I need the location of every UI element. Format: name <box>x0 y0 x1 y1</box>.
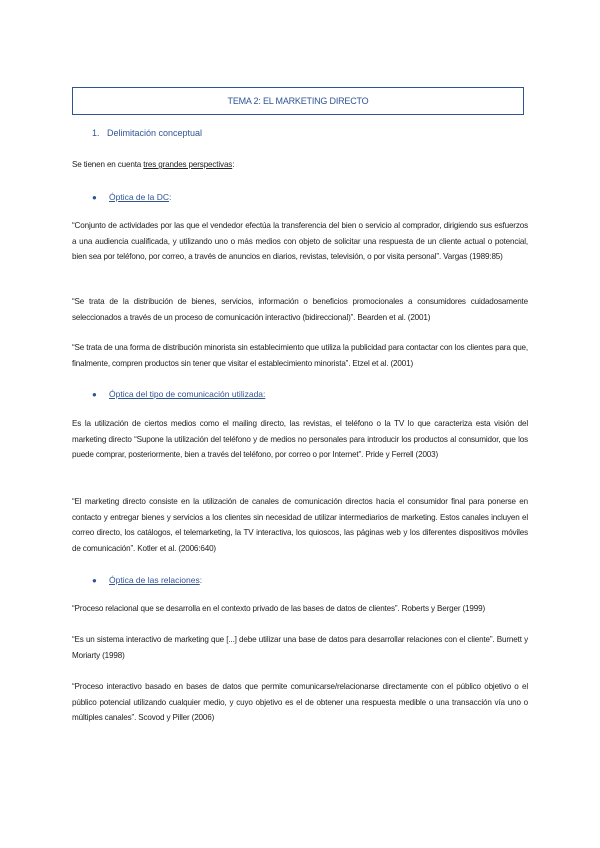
paragraph: “Proceso relacional que se desarrolla en el contexto privado de las bases de datos de clientes”. Roberts y Berger (1999) <box>72 604 486 613</box>
intro-after: : <box>232 160 235 169</box>
paragraph: “Conjunto de actividades por las que el vendedor efectúa la transferencia del bien o servicio al comprador, dirigiendo sus esfuerzos a una audiencia cualificada, y utilizando uno o más medios con objeto de solicitar una respuesta de un cliente actual o potencial, bien sea por teléfono, por correo, a través de anuncios en diarios, revistas, televisión, o por visita personal”. Vargas (1989:85) <box>72 221 528 262</box>
section-heading <box>92 128 202 138</box>
intro-text <box>72 157 528 173</box>
paragraph: “Se trata de la distribución de bienes, servicios, información o beneficios promocionales a consumidores cuidadosamente seleccionados a través de un proceso de comunicación interactivo (bidireccional)”. Bearden et al. (2001) <box>72 297 528 322</box>
paragraph: “Proceso interactivo basado en bases de datos que permite comunicarse/relacionarse directamente con el público objetivo o el público potencial utilizando cualquier medio, y cuyo objetivo es el de obtener una respuesta medible o una transacción vía uno o múltiples canales”. Scovod y Piller (2006) <box>72 682 528 723</box>
paragraph: “El marketing directo consiste en la utilización de canales de comunicación directos hacia el consumidor final para ponerse en contacto y entregar bienes y servicios a los clientes sin necesidad de utilizar intermediarios de marketing. Estos canales incluyen el correo directo, los catálogos, el telemarketing, la TV interactiva, los quioscos, las páginas web y los diferentes dispositivos móviles de comunicación”. Kotler et al. (2006:640) <box>72 497 528 553</box>
intro-before: Se tienen en cuenta <box>72 160 144 169</box>
section-label: Delimitación conceptual <box>107 128 203 138</box>
section-number: 1. <box>92 128 100 138</box>
page-title: TEMA 2: EL MARKETING DIRECTO <box>227 96 369 106</box>
bullet-dot-icon: ● <box>92 390 97 399</box>
intro-underlined: tres grandes perspectivas <box>143 160 233 169</box>
bullet-relaciones <box>92 575 202 585</box>
bullet-dot-icon: ● <box>92 576 97 585</box>
bullet-dc <box>92 192 171 202</box>
bullet-label: Óptica de las relaciones <box>109 575 200 585</box>
paragraph: Es la utilización de ciertos medios como el mailing directo, las revistas, el teléfono o la TV lo que caracteriza esta visión del marketing directo “Supone la utilización del teléfono y de medios no personales para introducir los productos al consumidor, que los puede comprar, posteriormente, bien a través del teléfono, por correo o por Internet”. Pride y Ferrell (2003) <box>72 419 528 460</box>
bullet-label: Óptica del tipo de comunicación utilizada: <box>109 389 266 399</box>
paragraph: “Es un sistema interactivo de marketing que [...] debe utilizar una base de datos para desarrollar relaciones con el cliente”. Burnett y Moriarty (1998) <box>72 635 528 660</box>
bullet-dot-icon: ● <box>92 193 97 202</box>
bullet-suffix: : <box>199 575 203 585</box>
bullet-tipo-comunicacion <box>92 389 265 399</box>
bullet-label: Óptica de la DC <box>109 192 169 202</box>
paragraph: “Se trata de una forma de distribución minorista sin establecimiento que utiliza la publicidad para contactar con los clientes para que, finalmente, compren productos sin tener que visitar el establecimiento minorista”. Etzel et al. (2001) <box>72 343 528 368</box>
title-box <box>72 87 524 115</box>
bullet-suffix: : <box>169 192 172 202</box>
